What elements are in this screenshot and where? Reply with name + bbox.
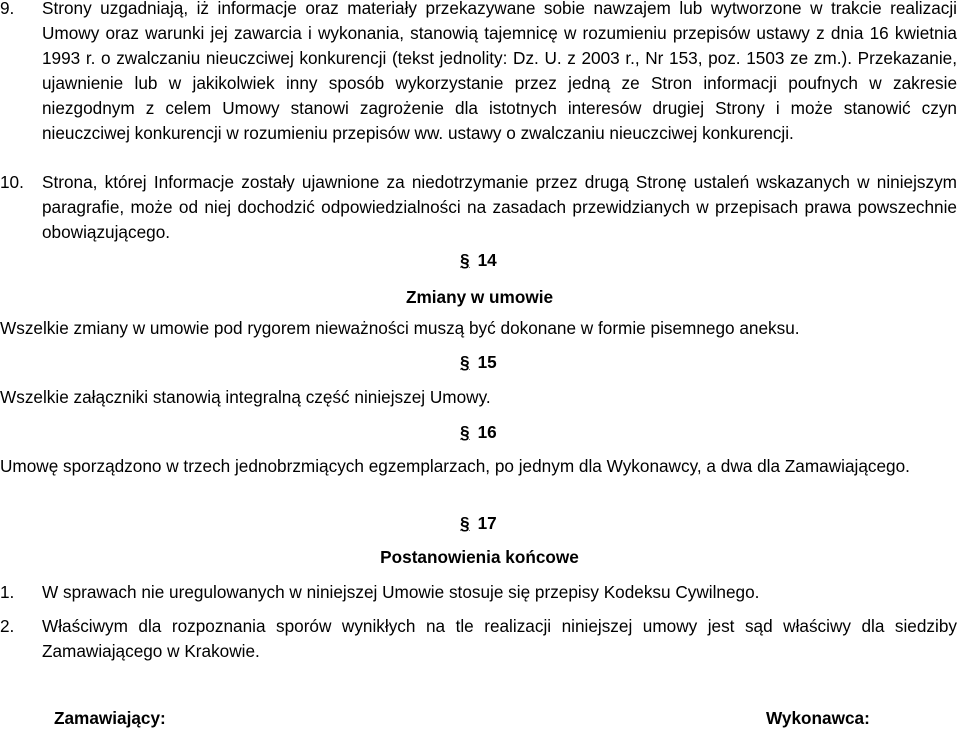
- section-number: 16: [477, 422, 497, 442]
- clause-item-10: [0, 170, 957, 245]
- item-number: 1.: [0, 582, 15, 602]
- section-symbol: §: [460, 352, 470, 372]
- section-title: Zmiany w umowie: [405, 287, 554, 307]
- section-symbol: §: [460, 513, 470, 533]
- section-text: Wszelkie załączniki stanowią integralną część niniejszej Umowy.: [0, 387, 491, 407]
- section-symbol: §: [460, 250, 470, 270]
- item-number: 2.: [0, 616, 15, 636]
- section-number: 17: [477, 513, 497, 533]
- section-symbol: §: [460, 422, 470, 442]
- signature-label-contractor: Wykonawca:: [766, 708, 870, 728]
- section-text: Umowę sporządzono w trzech jednobrzmiących egzemplarzach, po jednym dla Wykonawcy, a dwa dla Zamawiającego.: [0, 456, 910, 476]
- section-heading-15: [460, 350, 497, 375]
- final-item-2: [0, 614, 957, 664]
- item-text: W sprawach nie uregulowanych w niniejszej Umowie stosuje się przepisy Kodeksu Cywilnego.: [42, 582, 760, 602]
- section-heading-14: [460, 248, 497, 273]
- signature-label-client: Zamawiający:: [54, 708, 166, 728]
- section-text: Wszelkie zmiany w umowie pod rygorem nieważności muszą być dokonane w formie pisemnego aneksu.: [0, 318, 800, 338]
- item-number: 9.: [0, 0, 15, 18]
- section-number: 15: [477, 352, 497, 372]
- clause-item-9: [0, 0, 957, 146]
- section-heading-16: [460, 420, 497, 445]
- item-text: Właściwym dla rozpoznania sporów wynikłych na tle realizacji niniejszej umowy jest sąd właściwy dla siedziby Zamawiającego w Krakowie.: [42, 616, 957, 661]
- item-text: Strona, której Informacje zostały ujawnione za niedotrzymanie przez drugą Stronę ustaleń wskazanych w niniejszym paragrafie, może od niej dochodzić odpowiedzialności na zasadach przewidzianych w przepisach prawa powszechnie obowiązującego.: [42, 172, 957, 242]
- item-text: Strony uzgadniają, iż informacje oraz materiały przekazywane sobie nawzajem lub wytworzone w trakcie realizacji Umowy oraz warunki jej zawarcia i wykonania, stanowią tajemnicę w rozumieniu przepisów ustawy z dnia 16 kwietnia 1993 r. o zwalczaniu nieuczciwej konkurencji (tekst jednolity: Dz. U. z 2003 r., Nr 153, poz. 1503 ze zm.). Przekazanie, ujawnienie lub w jakikolwiek inny sposób wykorzystanie przez jedną ze Stron informacji poufnych w zakresie niezgodnym z celem Umowy stanowi zagrożenie dla istotnych interesów drugiej Strony i może stanowić czyn nieuczciwej konkurencji w rozumieniu przepisów ww. ustawy o zwalczaniu nieuczciwej konkurencji.: [42, 0, 957, 143]
- item-number: 10.: [0, 172, 24, 192]
- section-title: Postanowienia końcowe: [380, 547, 579, 567]
- section-heading-17: [460, 511, 497, 536]
- final-item-1: [0, 580, 957, 605]
- section-number: 14: [477, 250, 497, 270]
